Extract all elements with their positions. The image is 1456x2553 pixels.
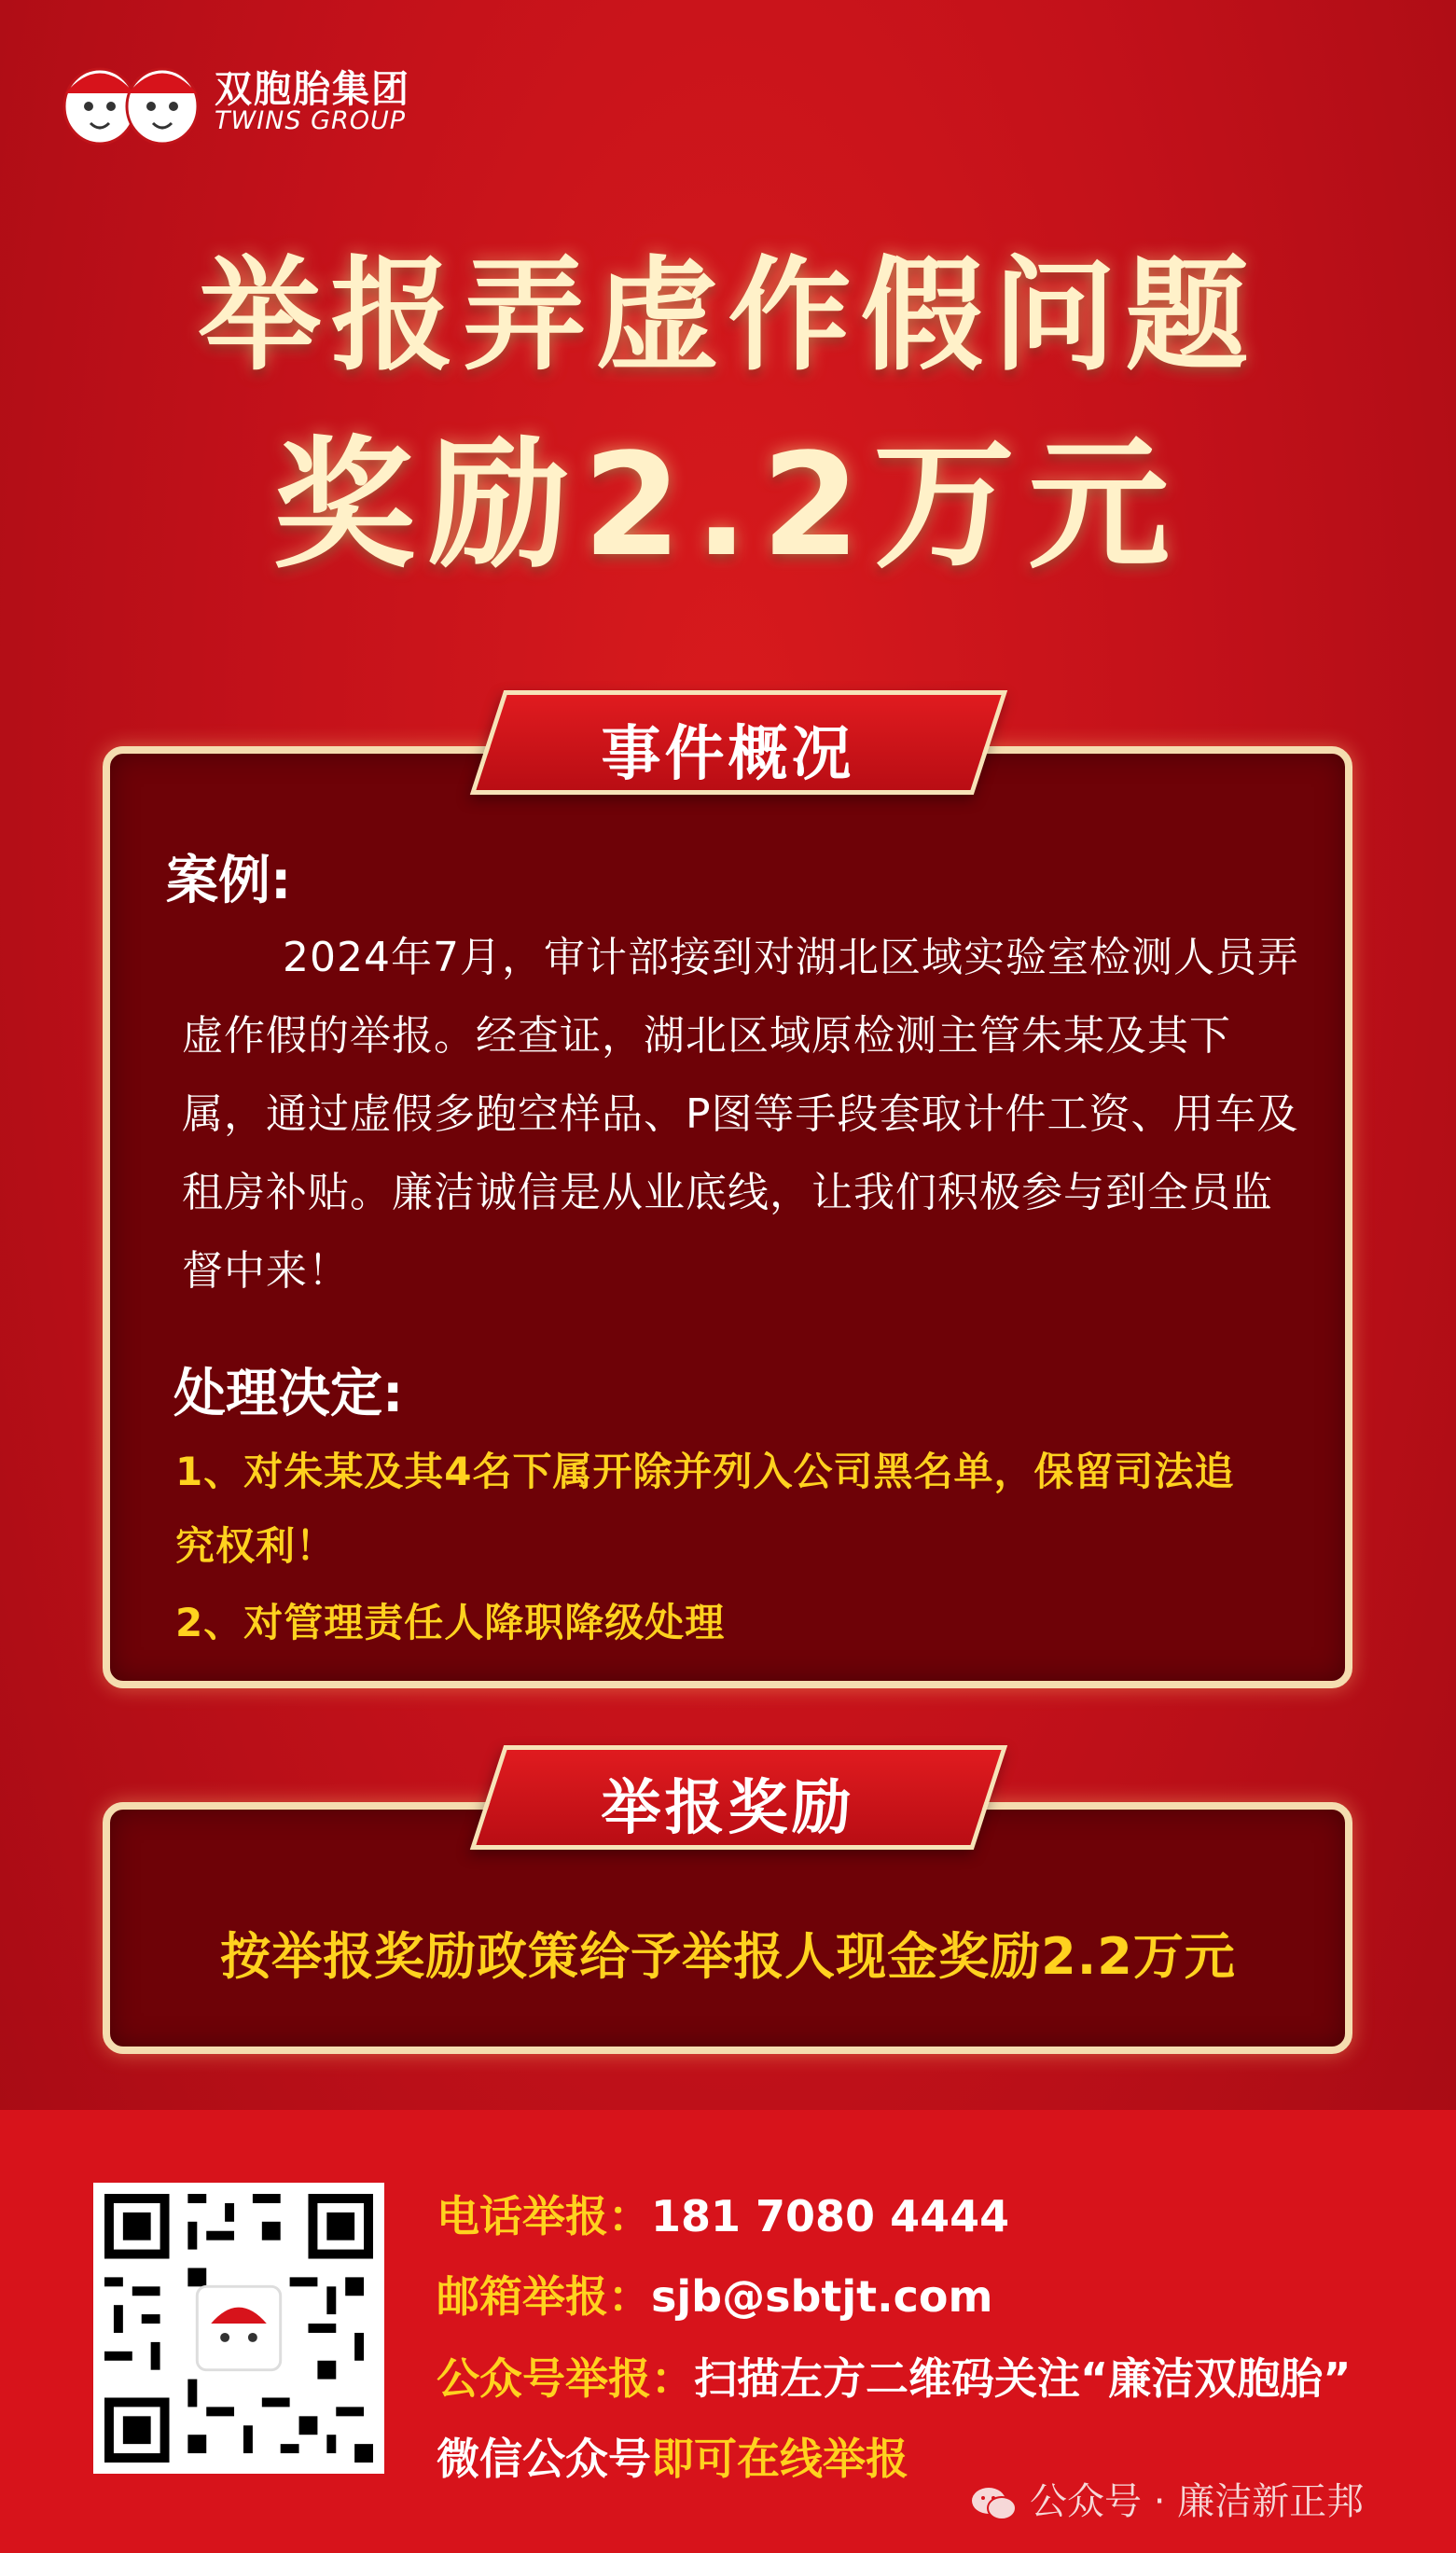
case-label: 案例:: [166, 851, 292, 911]
decision-item-1-cont: 究权利！: [175, 1523, 337, 1569]
decision-label: 处理决定:: [173, 1364, 404, 1424]
wechat-label: 公众号举报：: [437, 2353, 694, 2404]
headline-line-2: 奖励2.2万元: [272, 423, 1184, 588]
email-label: 邮箱举报：: [437, 2271, 651, 2322]
phone-label: 电话举报：: [437, 2191, 651, 2241]
case-description: 2024年7月，审计部接到对湖北区域实验室检测人员弄虚作假的举报。经查证，湖北区域原检测主管朱某及其下属，通过虚假多跑空样品、P图等手段套取计件工资、用车及租房补贴。廉洁诚信是从业底线，让我们积极参与到全员监督中来！: [182, 934, 1299, 1295]
wechat-line2-b: 即可在线举报: [651, 2434, 908, 2484]
phone-number[interactable]: 181 7080 4444: [651, 2191, 1010, 2241]
wechat-watermark: [970, 2472, 1364, 2525]
wechat-report-line2: [437, 2425, 908, 2487]
watermark-text: 公众号 · 廉洁新正邦: [1030, 2480, 1365, 2523]
qr-code[interactable]: [93, 2183, 384, 2474]
brand-logo: [58, 49, 431, 151]
phone-report: [437, 2183, 1009, 2244]
wechat-report: [437, 2345, 1351, 2407]
brand-name-cn: 双胞胎集团: [215, 68, 410, 111]
decision-item-2: 2、对管理责任人降职降级处理: [175, 1600, 726, 1645]
event-summary-title: 事件概况: [601, 720, 855, 789]
headline-line-1: 举报弄虚作假问题: [198, 244, 1258, 388]
wechat-line2-a: 微信公众号: [437, 2434, 651, 2484]
decision-item-1: 1、对朱某及其4名下属开除并列入公司黑名单，保留司法追: [175, 1449, 1235, 1494]
email-address[interactable]: sjb@sbtjt.com: [651, 2271, 993, 2322]
wechat-instruction: 扫描左方二维码关注“廉洁双胞胎”: [694, 2353, 1352, 2404]
brand-name-en: TWINS GROUP: [215, 106, 407, 135]
wechat-icon: [970, 2485, 1019, 2522]
qr-code-icon: [104, 2194, 373, 2463]
reward-text: 按举报奖励政策给予举报人现金奖励2.2万元: [220, 1927, 1236, 1986]
email-report: [437, 2263, 992, 2324]
twin-mascots-icon: [58, 49, 207, 151]
reward-title: 举报奖励: [601, 1774, 855, 1843]
